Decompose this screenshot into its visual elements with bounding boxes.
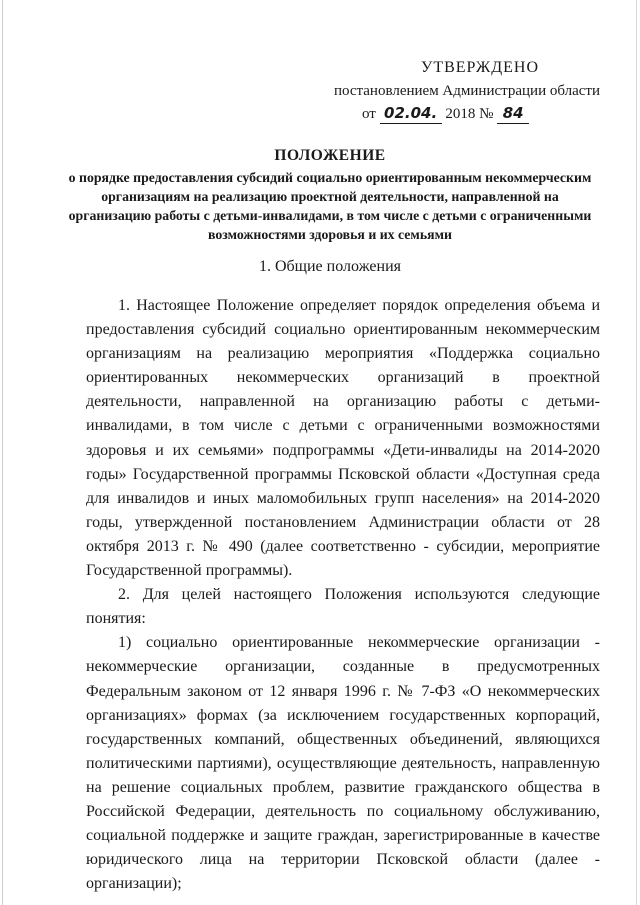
section-heading: 1. Общие положения — [258, 258, 402, 275]
approved-date-line — [300, 103, 600, 124]
paragraph-2: 2. Для целей настоящего Положения используются следующие понятия: — [86, 586, 600, 628]
paragraph-3: 1) социально ориентированные некоммерческие организации - некоммерческие организации, созданные в предусмотренных Федеральным законом от 12 января 1996 г. № 7-ФЗ «О некоммерческих организациях» формах (за исключением государственных корпораций, государственных компаний, общественных объединений, являющихся политическими партиями), осуществляющие деятельность, направленную на решение социальных проблем, развитие гражданского общества в Российской Федерации, деятельность по социальному обслуживанию, социальной поддержке и защите граждан, зарегистрированные в качестве юридического лица на территории Псковской области (далее - организации); — [86, 634, 600, 893]
approval-stamp-block — [300, 58, 600, 124]
title-heading: ПОЛОЖЕНИЕ — [274, 147, 386, 164]
approved-by: постановлением Администрации области — [333, 83, 600, 99]
scan-edge-left — [2, 0, 3, 905]
paragraph-1: 1. Настоящее Положение определяет порядок определения объема и предоставления субсидий социально ориентированным некоммерческим организациям на реализацию мероприятия «Поддержка социально ориентированных некоммерческих организаций в проектной деятельности, направленной на организацию работы с детьми-инвалидами, в том числе с детьми с ограниченными возможностями здоровья и их семьями» подпрограммы «Дети-инвалиды на 2014-2020 годы» Государственной программы Псковской области «Доступная среда для инвалидов и иных маломобильных групп населения» на 2014-2020 годы, утвержденной постановлением Администрации области от 28 октября 2013 г. № 490 (далее соответственно - субсидии, мероприятие Государственной программы). — [86, 297, 600, 580]
document-title — [60, 146, 600, 244]
date-prefix: от — [362, 106, 376, 122]
handwritten-number: 84 — [497, 103, 529, 124]
document-body — [86, 294, 600, 896]
approved-label: УТВЕРЖДЕНО — [420, 59, 539, 76]
title-subtitle: о порядке предоставления субсидий социально ориентированным некоммерческим организациям на реализацию проектной деятельности, направленной на организацию работы с детьми-инвалидами, в том числе с детьми с ограниченными возможностями здоровья и их семьями — [68, 170, 592, 242]
scan-edge-right — [636, 0, 637, 905]
year-number-label: 2018 № — [445, 106, 494, 122]
handwritten-date: 02.04. — [380, 103, 442, 124]
